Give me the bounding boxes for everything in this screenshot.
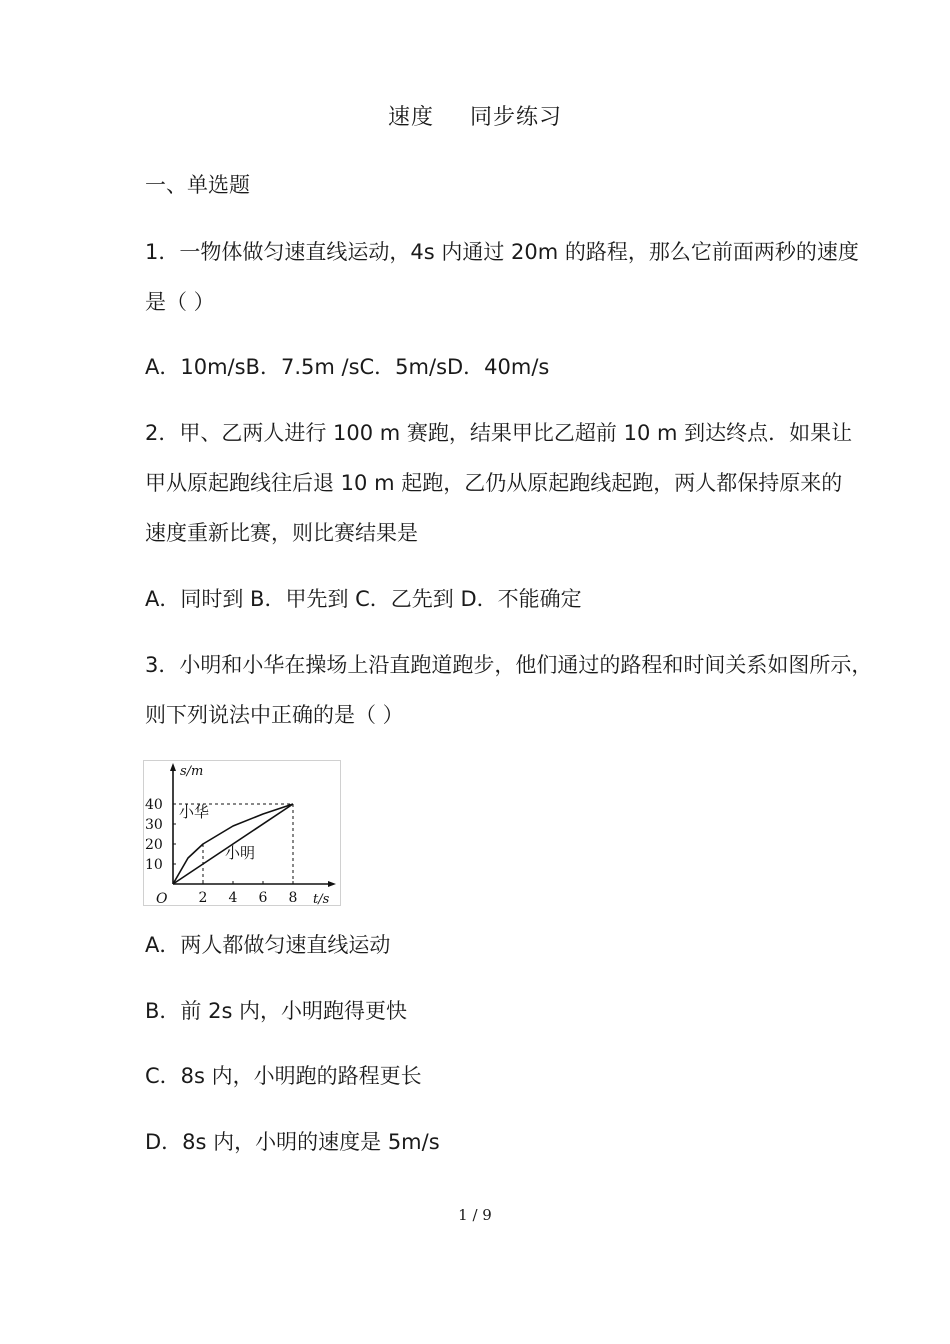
q1-line1: 1．一物体做匀速直线运动，4s 内通过 20m 的路程，那么它前面两秒的速度	[145, 240, 859, 264]
q3-option-c: C．8s 内，小明跑的路程更长	[145, 1064, 422, 1088]
x-axis-arrow	[328, 881, 336, 887]
q3-option-b: B．前 2s 内，小明跑得更快	[145, 999, 408, 1023]
y-tick-label: 10	[145, 857, 163, 873]
section-heading: 一、单选题	[145, 173, 250, 197]
title-left: 速度	[387, 105, 434, 130]
q3-line1: 3．小明和小华在操场上沿直跑道跑步，他们通过的路程和时间关系如图所示，	[145, 653, 873, 677]
q3-option-a: A．两人都做匀速直线运动	[145, 933, 391, 957]
title-right: 同步练习	[470, 105, 563, 130]
q1-line2: 是（ ）	[145, 290, 215, 314]
y-tick-label: 40	[145, 797, 163, 813]
x-tick-label: 4	[228, 890, 238, 906]
series-label-xiaohua: 小华	[179, 803, 210, 821]
q2-line1: 2．甲、乙两人进行 100 m 赛跑，结果甲比乙超前 10 m 到达终点．如果让	[145, 421, 853, 445]
q2-line3: 速度重新比赛，则比赛结果是	[145, 521, 418, 545]
x-tick-label: 8	[288, 890, 298, 906]
x-tick-label: 6	[258, 890, 268, 906]
q2-options: A．同时到 B．甲先到 C．乙先到 D．不能确定	[145, 587, 582, 611]
y-axis-arrow	[170, 763, 176, 771]
q3-option-d: D．8s 内，小明的速度是 5m/s	[145, 1130, 440, 1154]
q1-options: A．10m/sB．7.5m /sC．5m/sD．40m/s	[145, 355, 550, 379]
q2-line2: 甲从原起跑线往后退 10 m 起跑，乙仍从原起跑线起跑，两人都保持原来的	[145, 471, 843, 495]
y-tick-label: 30	[145, 817, 163, 833]
x-tick-label: 2	[198, 890, 208, 906]
q3-line2: 则下列说法中正确的是（ ）	[145, 703, 404, 727]
document-title	[0, 100, 950, 131]
y-axis-label: s/m	[180, 764, 204, 779]
graph-svg	[143, 760, 341, 906]
y-tick-label: 20	[145, 837, 163, 853]
series-label-xiaoming: 小明	[225, 844, 256, 862]
page-number: 1 / 9	[458, 1206, 492, 1224]
x-axis-label: t/s	[313, 892, 330, 906]
distance-time-graph	[143, 760, 341, 906]
origin-label: O	[156, 891, 168, 906]
